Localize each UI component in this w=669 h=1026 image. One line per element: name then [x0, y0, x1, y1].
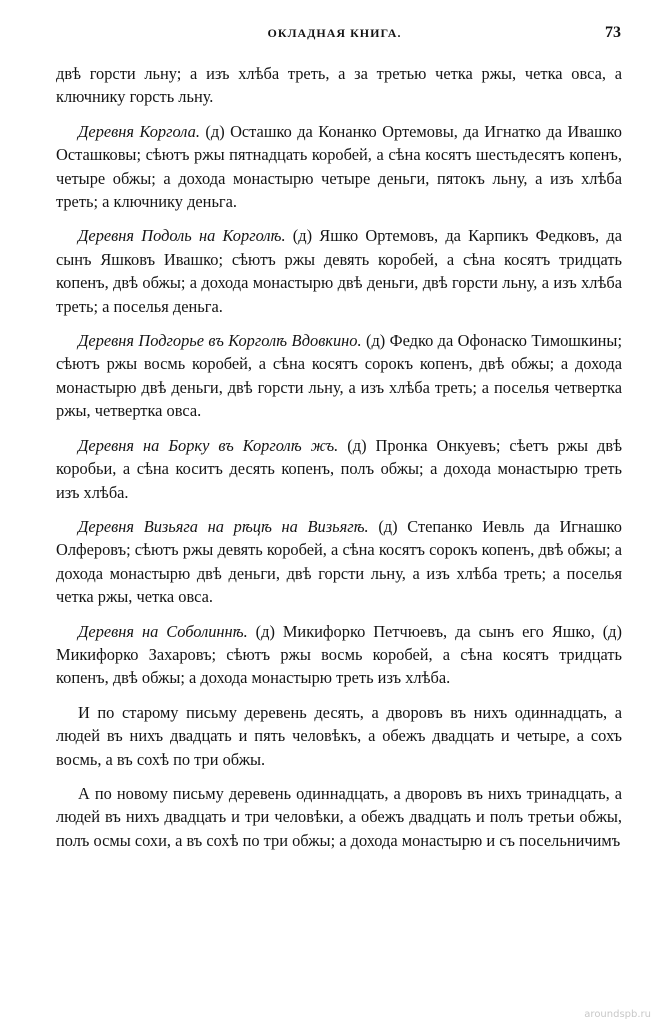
paragraph-text: (д) Степанко Иевль да Игнашко Олферовъ; сѣютъ ржы девять коробей, а сѣна косятъ сорокъ копенъ, двѣ обжы; а дохода монастырю двѣ деньги, двѣ горсти льну, а изъ хлѣба треть; а поселья четка ржы, четка овса. — [56, 516, 622, 607]
paragraph-text: (д) Пронка Онкуевъ; сѣетъ ржы двѣ коробьи, а сѣна коситъ десять копенъ, полъ обжы; а дохода монастырю треть изъ хлѣба. — [56, 435, 622, 502]
paragraph-text: (д) Микифорко Петчюевъ, да сынъ его Яшко, (д) Микифорко Захаровъ; сѣютъ ржы восмь коробей, а сѣна косятъ тридцать копенъ, двѣ обжы; а дохода монастырю треть изъ хлѣба. — [56, 621, 622, 688]
paragraph-6 — [56, 515, 622, 609]
paragraph-5 — [56, 434, 622, 504]
watermark: aroundspb.ru — [584, 1009, 651, 1020]
running-head — [0, 26, 669, 46]
header-title: ОКЛАДНАЯ КНИГА. — [267, 26, 402, 40]
paragraph-7 — [56, 620, 622, 690]
village-name: Деревня на Соболиннѣ. — [78, 621, 248, 641]
village-name: Деревня Подгорье въ Корголѣ Вдовкино. — [78, 331, 362, 351]
paragraph-8 — [56, 701, 622, 771]
paragraph-2 — [56, 120, 622, 214]
paragraph-3 — [56, 224, 622, 318]
paragraph-1 — [56, 62, 622, 109]
body-text — [56, 62, 622, 863]
paragraph-9 — [56, 782, 622, 852]
page-number: 73 — [605, 24, 621, 41]
paragraph-text: И по старому письму деревень десять, а дворовъ въ нихъ одиннадцать, а людей въ нихъ двадцать и пять человѣкъ, а обежъ двадцать и четыре, а сохъ восмь, а въ сохѣ по три обжы. — [56, 702, 622, 769]
paragraph-4 — [56, 329, 622, 423]
village-name: Деревня на Борку въ Корголѣ жъ. — [78, 435, 339, 455]
village-name: Деревня Подоль на Корголѣ. — [78, 226, 286, 246]
paragraph-text: А по новому письму деревень одиннадцать, а дворовъ въ нихъ тринадцать, а людей въ нихъ двадцать и три человѣки, а обежъ двадцать и полъ третьи обжы, полъ осмы сохи, а въ сохѣ по три обжы; а дохода монастырю и съ посельничимъ — [56, 783, 622, 850]
paragraph-text: (д) Осташко да Конанко Ортемовы, да Игнатко да Ивашко Осташковы; сѣютъ ржы пятнадцать коробей, а сѣна косятъ шестьдесятъ копенъ, четыре обжы; а дохода монастырю четыре деньги, пятокъ льну, а изъ хлѣба треть; а ключнику деньга. — [56, 121, 622, 212]
village-name: Деревня Коргола. — [78, 121, 200, 141]
paragraph-text: (д) Федко да Офонаско Тимошкины; сѣютъ ржы восмь коробей, а сѣна косятъ сорокъ копенъ, двѣ обжы; а дохода монастырю двѣ деньги, двѣ горсти льну, а изъ хлѣба треть; а поселья четвертка ржы, четвертка овса. — [56, 331, 622, 421]
paragraph-text: (д) Яшко Ортемовъ, да Карпикъ Федковъ, да сынъ Яшковъ Ивашко; сѣютъ ржы девять коробей, а сѣна косятъ тридцать копенъ, двѣ обжы; а дохода монастырю двѣ деньги, двѣ горсти льну, а изъ хлѣба треть; а поселья деньга. — [56, 226, 622, 316]
village-name: Деревня Визьяга на рѣцѣ на Визьягѣ. — [78, 516, 369, 536]
paragraph-text: двѣ горсти льну; а изъ хлѣба треть, а за третью четка ржы, четка овса, а ключнику горсть льну. — [56, 64, 622, 107]
